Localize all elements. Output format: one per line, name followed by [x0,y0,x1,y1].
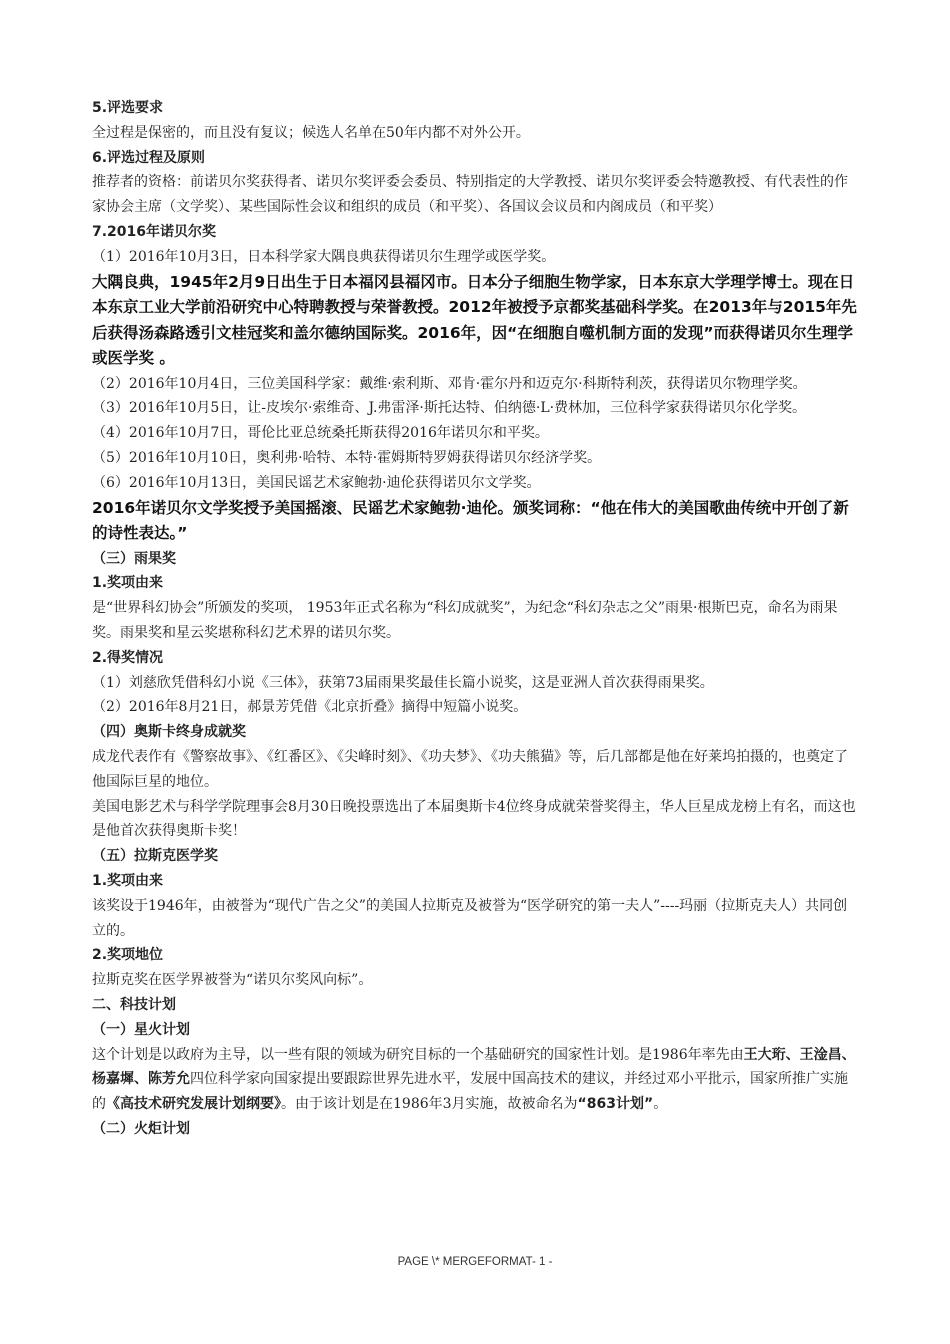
section-heading: （一）星火计划 [92,1021,190,1038]
paragraph: 成龙代表作有《警察故事》、《红番区》、《尖峰时刻》、《功夫梦》、《功夫熊猫》等，后几部都是他在好莱坞拍摄的，也奠定了他国际巨星的地位。 [92,748,848,790]
program-title: 《高技术研究发展计划纲要》 [106,1096,281,1113]
page-footer: PAGE \* MERGEFORMAT- 1 - [397,1256,553,1268]
paragraph: 推荐者的资格：前诺贝尔奖获得者、诺贝尔奖评委会委员、特别指定的大学教授、诺贝尔奖评委会特邀教授、有代表性的作家协会主席（文学奖）、某些国际性会议和组织的成员（和平奖）、各国议会议员和内阁成员（和平奖） [92,174,848,216]
list-item: （6）2016年10月13日，美国民谣艺术家鲍勃·迪伦获得诺贝尔文学奖。 [92,474,541,491]
list-item: （2）2016年8月21日，郝景芳凭借《北京折叠》摘得中短篇小说奖。 [92,699,528,716]
list-item: （4）2016年10月7日，哥伦比亚总统桑托斯获得2016年诺贝尔和平奖。 [92,425,549,442]
section-heading: 5.评选要求 [92,100,164,116]
list-item: （5）2016年10月10日，奥利弗·哈特、本特·霍姆斯特罗姆获得诺贝尔经济学奖。 [92,449,602,466]
section-heading: （三）雨果奖 [92,550,176,567]
list-item: （1）刘慈欣凭借科幻小说《三体》，获第73届雨果奖最佳长篇小说奖，这是亚洲人首次获得雨果奖。 [92,674,714,691]
bold-paragraph: 2016年诺贝尔文学奖授予美国摇滚、民谣艺术家鲍勃·迪伦。颁奖词称：“他在伟大的美国歌曲传统中开创了新的诗性表达。” [92,498,849,543]
sub-heading: 2.得奖情况 [92,649,164,666]
section-heading: （五）拉斯克医学奖 [92,848,218,865]
paragraph: 该奖设于1946年，由被誉为“现代广告之父”的美国人拉斯克及被誉为“医学研究的第一夫人”----玛丽（拉斯克夫人）共同创立的。 [92,897,848,939]
list-item: （3）2016年10月5日，让-皮埃尔·索维奇、J.弗雷泽·斯托达特、伯纳德·L·费林加，三位科学家获得诺贝尔化学奖。 [92,400,807,417]
chapter-heading: 二、科技计划 [92,996,176,1013]
program-name: “863计划” [577,1096,654,1113]
text-run: 。由于该计划是在1986年3月实施，故被命名为 [281,1096,578,1113]
paragraph: 全过程是保密的，而且没有复议；候选人名单在50年内都不对外公开。 [92,124,530,141]
section-heading: （二）火炬计划 [92,1120,190,1137]
paragraph: 拉斯克奖在医学界被誉为“诺贝尔奖风向标”。 [92,972,373,989]
section-heading: 6.评选过程及原则 [92,149,206,166]
paragraph: 是“世界科幻协会”所颁发的奖项， 1953年正式名称为“科幻成就奖”，为纪念“科幻杂志之父”雨果·根斯巴克，命名为雨果奖。雨果奖和星云奖堪称科幻艺术界的诺贝尔奖。 [92,600,838,641]
section-heading: （四）奥斯卡终身成就奖 [92,724,246,741]
paragraph [92,1043,860,1117]
text-run: 。 [653,1096,668,1113]
sub-heading: 1.奖项由来 [92,872,164,889]
document-body [92,96,860,1142]
sub-heading: 1.奖项由来 [92,575,164,592]
text-run: 四位科学家向国家提出要跟踪世界先进水平，发展中国高技术的建议，并经过邓小平批示，国家所推广实施的 [92,1071,848,1113]
sub-heading: 2.奖项地位 [92,947,164,964]
text-run: 这个计划是以政府为主导，以一些有限的领域为研究目标的一个基础研究的国家性计划。是1986年率先由 [92,1046,744,1063]
bold-paragraph: 大隅良典，1945年2月9日出生于日本福冈县福冈市。日本分子细胞生物学家，日本东京大学理学博士。现在日本东京工业大学前沿研究中心特聘教授与荣誉教授。2012年被授予京都奖基础科学奖。在2013年与2015年先后获得汤森路透引文桂冠奖和盖尔德纳国际奖。2016年，因“在细胞自噬机制方面的发现”而获得诺贝尔生理学或医学奖 。 [92,272,857,368]
paragraph: 美国电影艺术与科学学院理事会8月30日晚投票选出了本届奥斯卡4位终身成就荣誉奖得主，华人巨星成龙榜上有名，而这也是他首次获得奥斯卡奖！ [92,798,856,840]
scientist-names: 王大珩、王淦昌、杨嘉墀、陈芳允 [92,1046,856,1088]
list-item: （2）2016年10月4日，三位美国科学家：戴维·索利斯、邓肯·霍尔丹和迈克尔·科斯特利茨，获得诺贝尔物理学奖。 [92,375,807,392]
list-item: （1）2016年10月3日，日本科学家大隅良典获得诺贝尔生理学或医学奖。 [92,248,556,265]
section-heading: 7.2016年诺贝尔奖 [92,223,217,240]
